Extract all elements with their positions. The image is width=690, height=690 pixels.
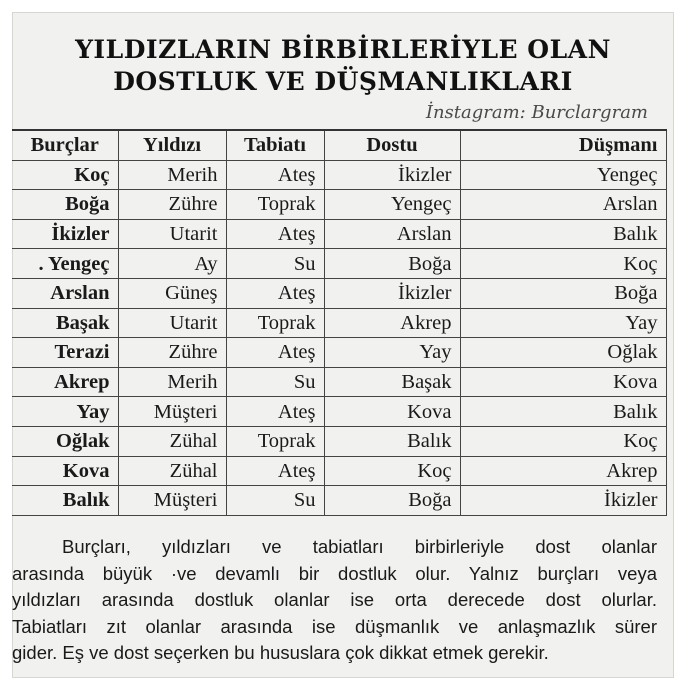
cell-enemy: Koç: [460, 426, 666, 456]
cell-friend: Balık: [324, 426, 460, 456]
cell-sign: Arslan: [12, 278, 118, 308]
cell-element: Ateş: [226, 278, 324, 308]
paragraph-line: yıldızları arasında dostluk olanlar ise orta derecede dost olurlar.: [12, 589, 657, 610]
table-row: [12, 456, 666, 486]
cell-enemy: Boğa: [460, 278, 666, 308]
paragraph-line: arasında büyük ·ve devamlı bir dostluk olur. Yalnız burçları veya: [12, 562, 657, 584]
cell-friend: Yengeç: [324, 190, 460, 220]
cell-sign: Kova: [12, 456, 118, 486]
table-row: [12, 308, 666, 338]
cell-planet: Müşteri: [118, 397, 226, 427]
cell-sign: İkizler: [12, 219, 118, 249]
cell-element: Ateş: [226, 456, 324, 486]
cell-sign: Yay: [12, 397, 118, 427]
paragraph-line: Tabiatları zıt olanlar arasında ise düşmanlık ve anlaşmazlık sürer: [12, 615, 657, 637]
explanation-paragraph: [12, 534, 657, 667]
header-tabiati: Tabiatı: [226, 130, 324, 160]
cell-element: Toprak: [226, 426, 324, 456]
cell-enemy: Akrep: [460, 456, 666, 486]
cell-element: Su: [226, 249, 324, 279]
table-row: [12, 190, 666, 220]
cell-enemy: Yay: [460, 308, 666, 338]
table-row: [12, 338, 666, 368]
cell-friend: Boğa: [324, 249, 460, 279]
cell-planet: Müşteri: [118, 486, 226, 516]
cell-enemy: Balık: [460, 397, 666, 427]
cell-planet: Merih: [118, 160, 226, 190]
cell-planet: Zühal: [118, 426, 226, 456]
cell-friend: İkizler: [324, 278, 460, 308]
cell-enemy: Oğlak: [460, 338, 666, 368]
instagram-watermark: İnstagram: Burclargram: [425, 102, 648, 123]
table-row: [12, 367, 666, 397]
cell-friend: Arslan: [324, 219, 460, 249]
table-row: [12, 160, 666, 190]
cell-sign: Oğlak: [12, 426, 118, 456]
cell-enemy: Arslan: [460, 190, 666, 220]
cell-friend: Boğa: [324, 486, 460, 516]
page-title: [12, 34, 674, 98]
cell-sign: Balık: [12, 486, 118, 516]
header-dusmani: Düşmanı: [460, 130, 666, 160]
cell-enemy: Balık: [460, 219, 666, 249]
header-burclar: Burçlar: [12, 130, 118, 160]
title-line-2: DOSTLUK VE DÜŞMANLIKLARI: [113, 67, 573, 96]
cell-sign: Başak: [12, 308, 118, 338]
cell-planet: Utarit: [118, 219, 226, 249]
cell-planet: Güneş: [118, 278, 226, 308]
cell-element: Ateş: [226, 160, 324, 190]
cell-planet: Ay: [118, 249, 226, 279]
cell-sign: Boğa: [12, 190, 118, 220]
cell-enemy: Koç: [460, 249, 666, 279]
cell-planet: Zühre: [118, 338, 226, 368]
cell-friend: Kova: [324, 397, 460, 427]
header-yildizi: Yıldızı: [118, 130, 226, 160]
cell-planet: Zühre: [118, 190, 226, 220]
table-header-row: [12, 130, 666, 160]
table-row: [12, 278, 666, 308]
title-line-1: YILDIZLARIN BİRBİRLERİYLE OLAN: [75, 35, 611, 64]
cell-friend: İkizler: [324, 160, 460, 190]
cell-element: Ateş: [226, 219, 324, 249]
cell-planet: Merih: [118, 367, 226, 397]
cell-element: Toprak: [226, 308, 324, 338]
cell-planet: Zühal: [118, 456, 226, 486]
cell-friend: Koç: [324, 456, 460, 486]
cell-planet: Utarit: [118, 308, 226, 338]
cell-friend: Akrep: [324, 308, 460, 338]
zodiac-table: [12, 129, 667, 516]
cell-element: Toprak: [226, 190, 324, 220]
cell-sign: Koç: [12, 160, 118, 190]
paragraph-line: Burçları, yıldızları ve tabiatları birbirleriyle dost olanlar: [62, 536, 657, 557]
header-dostu: Dostu: [324, 130, 460, 160]
cell-element: Ateş: [226, 397, 324, 427]
cell-element: Ateş: [226, 338, 324, 368]
table-row: [12, 426, 666, 456]
scanned-page: [12, 12, 674, 678]
cell-enemy: İkizler: [460, 486, 666, 516]
cell-friend: Başak: [324, 367, 460, 397]
cell-sign: . Yengeç: [12, 249, 118, 279]
cell-element: Su: [226, 367, 324, 397]
cell-enemy: Kova: [460, 367, 666, 397]
cell-element: Su: [226, 486, 324, 516]
table-row: [12, 486, 666, 516]
table-row: [12, 397, 666, 427]
cell-enemy: Yengeç: [460, 160, 666, 190]
table-row: [12, 249, 666, 279]
paragraph-line: gider. Eş ve dost seçerken bu hususlara çok dikkat etmek gerekir.: [12, 642, 549, 663]
table-row: [12, 219, 666, 249]
cell-sign: Terazi: [12, 338, 118, 368]
cell-friend: Yay: [324, 338, 460, 368]
cell-sign: Akrep: [12, 367, 118, 397]
